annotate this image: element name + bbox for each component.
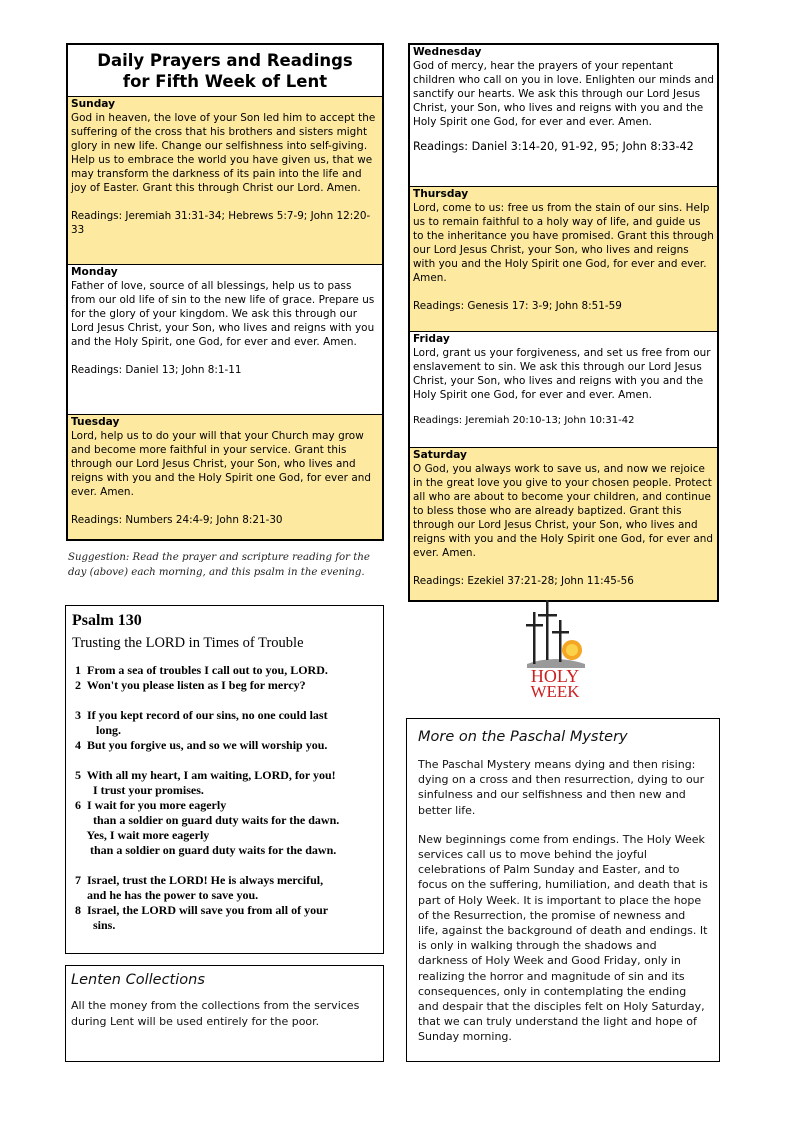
psalm-box xyxy=(65,605,384,954)
day-prayer: Lord, grant us your forgiveness, and set us free from our enslavement to sin. We ask this through our Lord Jesus Christ, your Son, who lives and reigns with you and the Holy Spirit one God, for ever and ever. Amen. xyxy=(413,347,711,401)
day-sunday xyxy=(68,97,382,265)
psalm-verse-line: 4 But you forgive us, and so we will worship you. xyxy=(72,738,328,752)
day-name: Thursday xyxy=(413,188,469,200)
title-line-2: for Fifth Week of Lent xyxy=(122,72,328,91)
psalm-verse-line: long. xyxy=(72,723,122,737)
crosses-icon xyxy=(517,598,593,698)
paschal-mystery-box xyxy=(406,718,720,1062)
paschal-title: More on the Paschal Mystery xyxy=(418,729,628,745)
suggestion-note: Suggestion: Read the prayer and scripture reading for the day (above) each morning, and this psalm in the evening. xyxy=(68,552,370,578)
day-readings: Readings: Jeremiah 31:31-34; Hebrews 5:7-9; John 12:20-33 xyxy=(71,210,371,236)
day-readings: Readings: Genesis 17: 3-9; John 8:51-59 xyxy=(413,300,622,312)
psalm-verse-line: and he has the power to save you. xyxy=(72,888,259,902)
psalm-subtitle: Trusting the LORD in Times of Trouble xyxy=(72,635,304,651)
day-friday xyxy=(410,332,717,448)
day-readings: Readings: Daniel 3:14-20, 91-92, 95; John 8:33-42 xyxy=(413,140,694,153)
psalm-verses xyxy=(72,663,377,933)
day-saturday xyxy=(410,448,717,600)
psalm-verse-line: 7 Israel, trust the LORD! He is always merciful, xyxy=(72,873,324,887)
day-tuesday xyxy=(68,415,382,539)
day-prayer: Lord, help us to do your will that your Church may grow and become more faithful in your service. Grant this through our Lord Jesus Christ, your Son, who lives and reigns with you and the Holy Spirit one God, for ever and ever. Amen. xyxy=(71,430,372,498)
psalm-verse-line: 1 From a sea of troubles I call out to you, LORD. xyxy=(72,663,328,677)
day-wednesday xyxy=(410,45,717,187)
lenten-title: Lenten Collections xyxy=(71,972,205,988)
week-text: WEEK xyxy=(530,682,580,698)
lenten-body: All the money from the collections from the services during Lent will be used entirely for the poor. xyxy=(71,999,360,1028)
psalm-verse-line: I trust your promises. xyxy=(72,783,204,797)
paschal-para-2: New beginnings come from endings. The Holy Week services call us to move behind the joyful celebrations of Palm Sunday and Easter, and to focus on the suffering, humiliation, and death that is part of Holy Week. It is important to place the hope of the Resurrection, the promise of newness and life, against the background of death and endings. It is only in walking through the shadows and darkness of Holy Week and Good Friday, only in realizing the horror and magnitude of sin and its consequences, only in contemplating the ending and despair that the disciples felt on Holy Saturday, that we can truly understand the light and hope of Sunday morning. xyxy=(418,832,708,1044)
holy-text: HOLY xyxy=(530,666,580,686)
day-prayer: Father of love, source of all blessings, help us to pass from our old life of sin to the new life of grace. Prepare us for the glory of your kingdom. We ask this through our Lord Jesus Christ, your Son, who lives and reigns with you and the Holy Spirit, one God, for ever and ever. Amen. xyxy=(71,280,375,348)
psalm-verse-line: 5 With all my heart, I am waiting, LORD, for you! xyxy=(72,768,336,782)
title-line-1: Daily Prayers and Readings xyxy=(97,51,353,70)
day-name: Sunday xyxy=(71,98,116,110)
holy-week-graphic xyxy=(517,598,593,698)
day-name: Saturday xyxy=(413,449,467,461)
day-name: Friday xyxy=(413,333,450,345)
psalm-verse-line: 2 Won't you please listen as I beg for mercy? xyxy=(72,678,306,692)
paschal-para-1: The Paschal Mystery means dying and then rising: dying on a cross and then resurrection, dying to our sinfulness and our selfishness and then new and better life. xyxy=(418,758,705,817)
prayers-left-column xyxy=(66,43,384,541)
day-name: Wednesday xyxy=(413,46,482,58)
psalm-verse-line: 3 If you kept record of our sins, no one could last xyxy=(72,708,328,722)
day-prayer: O God, you always work to save us, and now we rejoice in the great love you give to your chosen people. Protect all who are about to become your children, and continue to bless those who are already baptized. Grant this through our Lord Jesus Christ, your Son, who lives and reigns with you and the Holy Spirit one God, for ever and ever. Amen. xyxy=(413,463,714,559)
psalm-verse-line: Yes, I wait more eagerly xyxy=(72,828,210,842)
psalm-verse-line: than a soldier on guard duty waits for the dawn. xyxy=(72,843,337,857)
day-name: Tuesday xyxy=(71,416,120,428)
day-prayer: God in heaven, the love of your Son led him to accept the suffering of the cross that his brothers and sisters might glory in new life. Change our selfishness into self-giving. Help us to embrace the world you have given us, that we may transform the darkness of its pain into the life and joy of Easter. Grant this through Christ our Lord. Amen. xyxy=(71,112,376,194)
psalm-verse-line: sins. xyxy=(72,918,116,932)
psalm-title: Psalm 130 xyxy=(72,612,142,629)
day-monday xyxy=(68,265,382,415)
verse-gap xyxy=(72,693,377,708)
page-title xyxy=(68,45,382,97)
day-thursday xyxy=(410,187,717,332)
psalm-verse-line: 6 I wait for you more eagerly xyxy=(72,798,227,812)
day-readings: Readings: Daniel 13; John 8:1-11 xyxy=(71,364,242,376)
day-readings: Readings: Ezekiel 37:21-28; John 11:45-56 xyxy=(413,575,634,587)
day-readings: Readings: Jeremiah 20:10-13; John 10:31-42 xyxy=(413,415,635,426)
prayers-right-column xyxy=(408,43,719,602)
lenten-collections-box xyxy=(65,965,384,1062)
psalm-verse-line: than a soldier on guard duty waits for the dawn. xyxy=(72,813,340,827)
day-prayer: Lord, come to us: free us from the stain of our sins. Help us to remain faithful to a holy way of life, and guide us to the inheritance you have promised. Grant this through our Lord Jesus Christ, your Son, who lives and reigns with you and the Holy Spirit one God, for ever and ever. Amen. xyxy=(413,202,714,284)
verse-gap xyxy=(72,753,377,768)
psalm-verse-line: 8 Israel, the LORD will save you from all of your xyxy=(72,903,329,917)
day-prayer: God of mercy, hear the prayers of your repentant children who call on you in love. Enlighten our minds and sanctify our hearts. We ask this through our Lord Jesus Christ, your Son, who lives and reigns with you and the Holy Spirit one God, for ever and ever. Amen. xyxy=(413,60,714,128)
day-name: Monday xyxy=(71,266,118,278)
verse-gap xyxy=(72,858,377,873)
day-readings: Readings: Numbers 24:4-9; John 8:21-30 xyxy=(71,514,283,526)
